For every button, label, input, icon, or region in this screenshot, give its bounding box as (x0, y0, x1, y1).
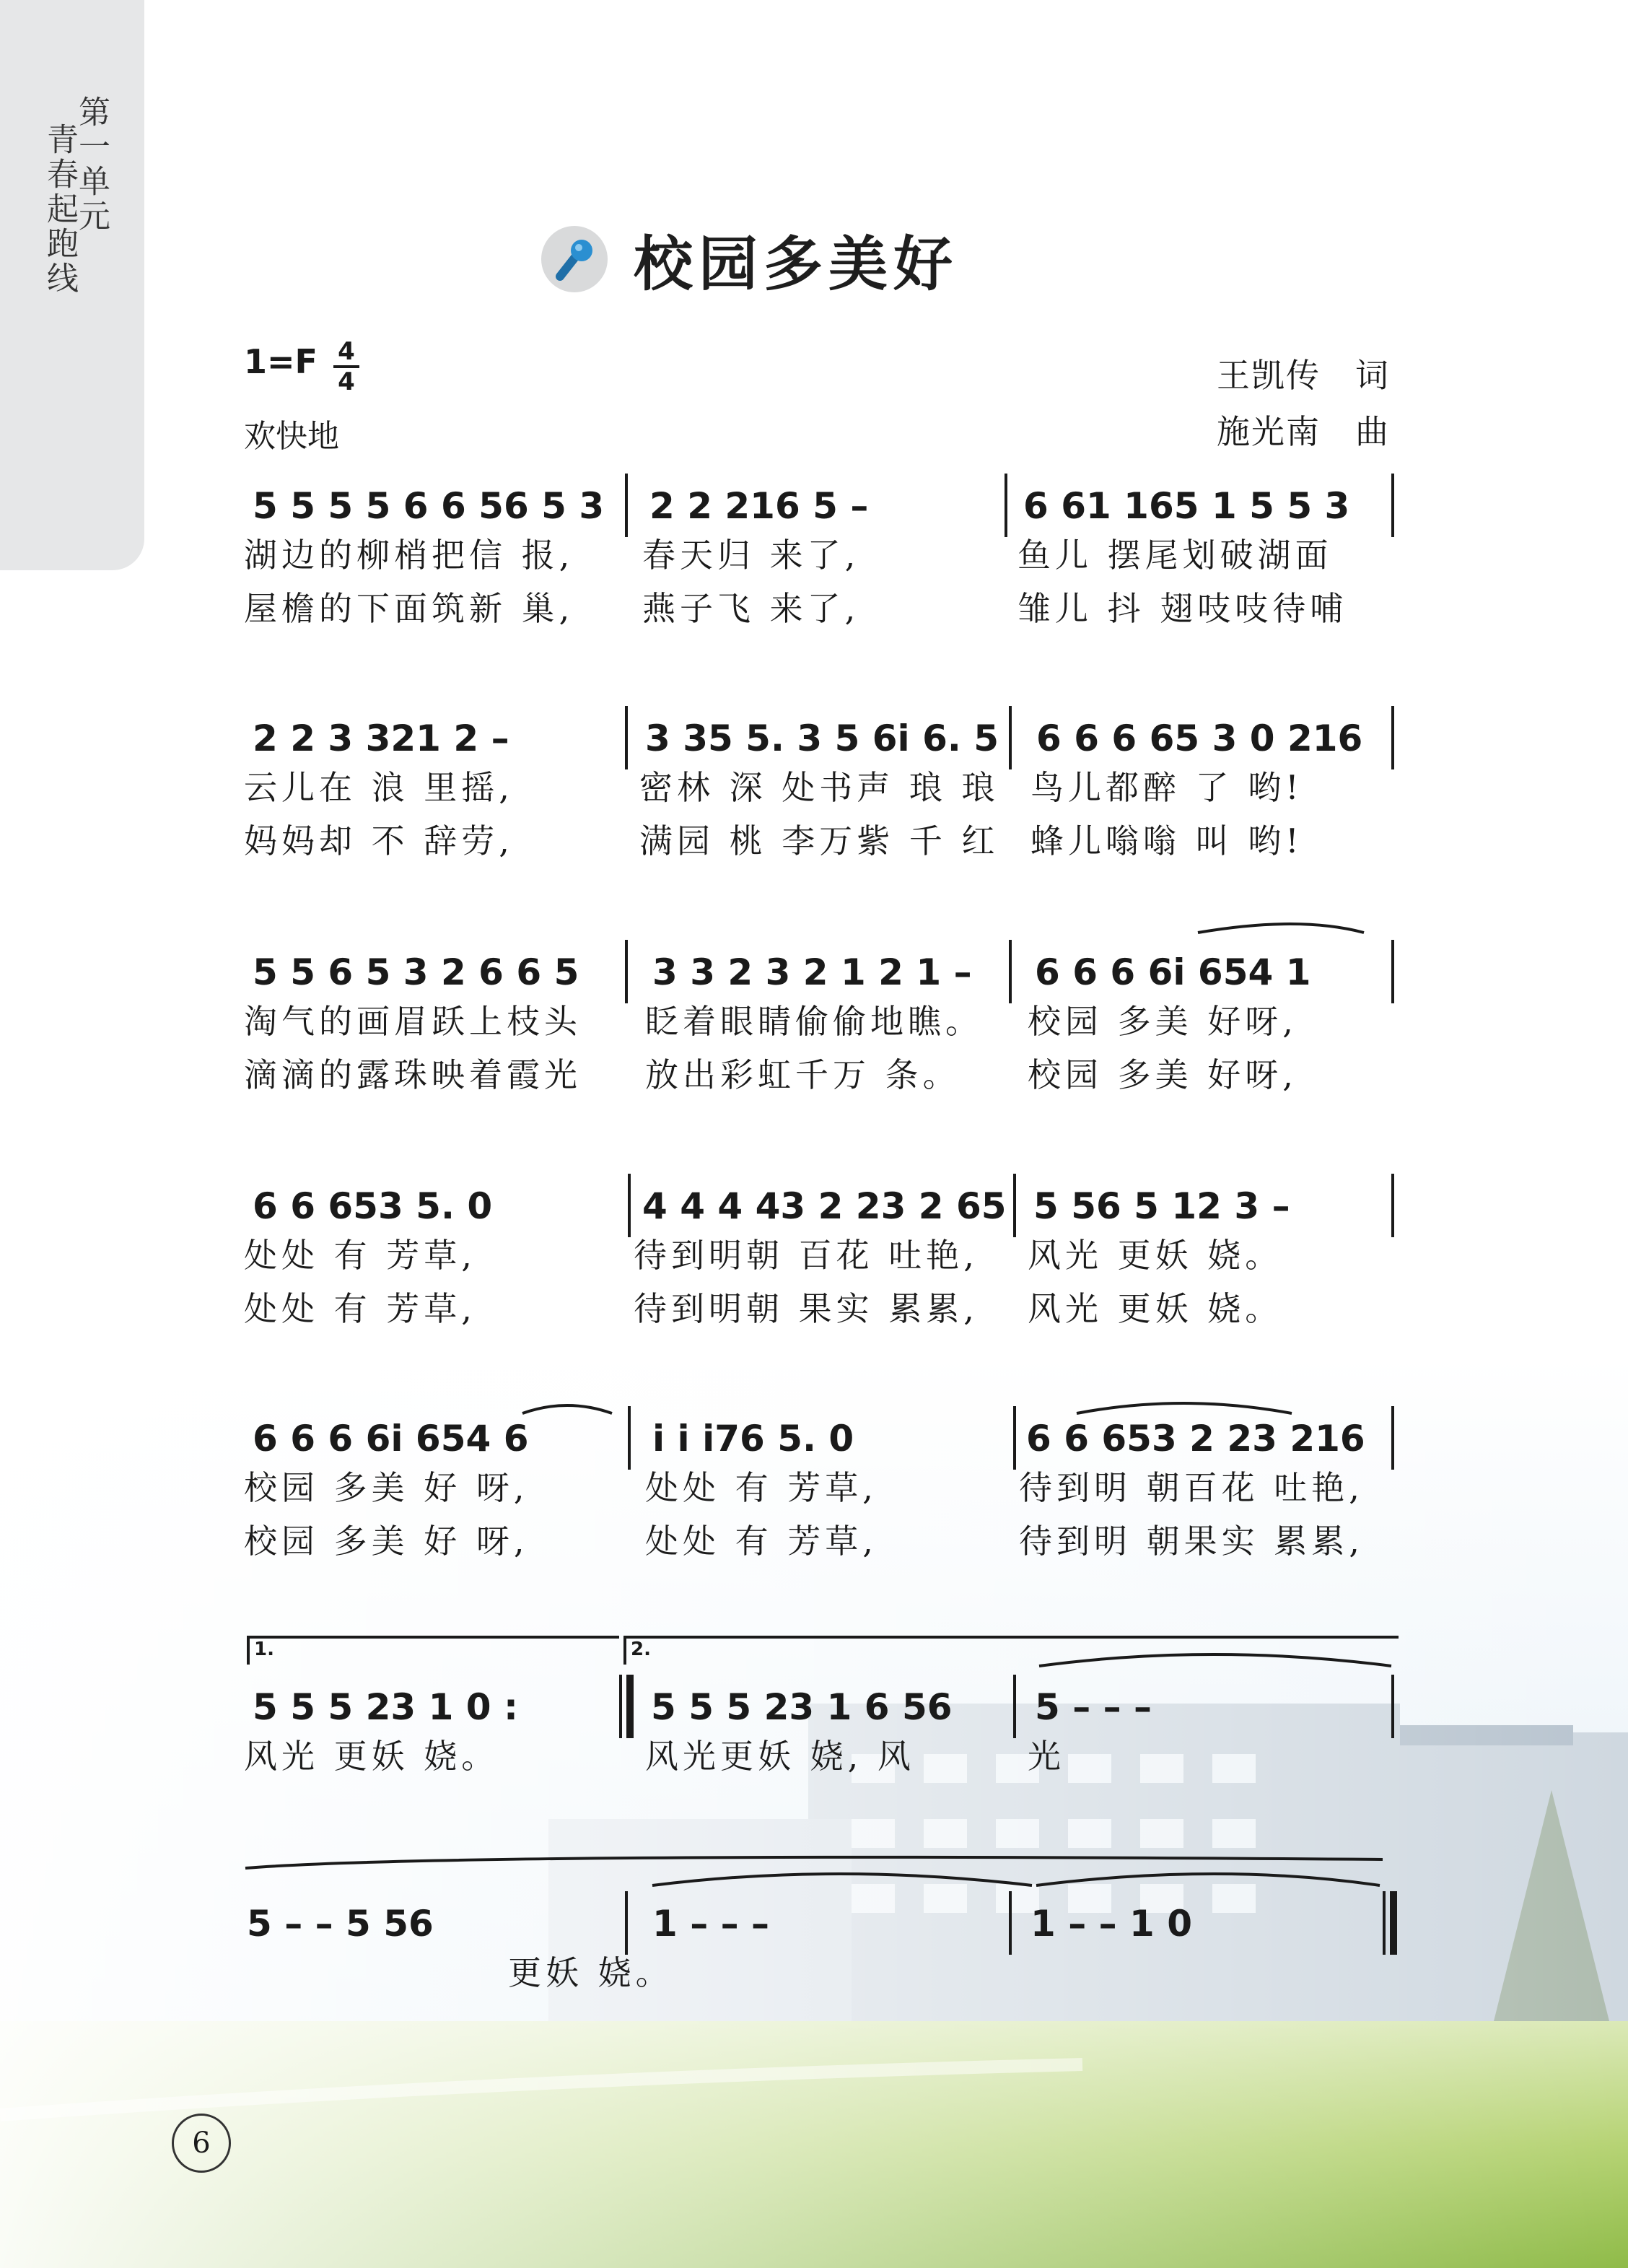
song-title: 校园多美好 (634, 230, 959, 299)
measure-20-notes: 1 – – – (652, 1903, 770, 1945)
lyric-text: 滴滴的露珠映着霞光 (244, 1055, 582, 1094)
lyric-text: 校园 多美 好呀, (1028, 1002, 1297, 1041)
lyric-text: 淘气的画眉跃上枝头 (244, 1002, 582, 1041)
lyric-text: 更妖 娆。 (508, 1953, 673, 1992)
unit-theme: 青春起跑线 (41, 123, 78, 296)
lyric-text: 满园 桃 李万紫 千 红 (639, 821, 999, 860)
measure-12-notes: 5 56 5 12 3 – (1033, 1185, 1290, 1227)
lyric-text: 风光 更妖 娆。 (244, 1737, 499, 1776)
lyric-text: 风光 更妖 娆。 (1028, 1236, 1283, 1275)
key-signature: 1=F (244, 342, 318, 381)
lyric-text: 云儿在 浪 里摇, (244, 768, 514, 807)
lyric-text: 光 (1028, 1737, 1065, 1776)
second-ending-label: 2. (631, 1639, 651, 1660)
measure-2-notes: 2 2 216 5 – (649, 485, 869, 527)
composer-credit: 施光南 曲 (1217, 412, 1390, 451)
measure-16-notes: 5 5 5 23 1 0 : (253, 1686, 518, 1728)
measure-4-notes: 2 2 3 321 2 – (253, 718, 509, 759)
time-signature-top: 4 (338, 337, 355, 366)
lyric-text: 湖边的柳梢把信 报, (244, 536, 574, 575)
lyric-text: 燕子飞 来了, (642, 589, 860, 628)
lyric-text: 校园 多美 好 呀, (244, 1522, 529, 1561)
lyric-text: 校园 多美 好 呀, (244, 1468, 529, 1507)
page-number: 6 (172, 2114, 231, 2173)
measure-6-notes: 6 6 6 65 3 0 216 (1036, 718, 1363, 759)
first-ending-label: 1. (254, 1639, 274, 1660)
lyric-text: 放出彩虹千万 条。 (645, 1055, 960, 1094)
lyric-text: 风光 更妖 娆。 (1028, 1289, 1283, 1328)
lyricist-credit: 王凯传 词 (1217, 356, 1390, 395)
lyric-text: 春天归 来了, (642, 536, 860, 575)
lyric-text: 校园 多美 好呀, (1028, 1055, 1297, 1094)
lyric-text: 屋檐的下面筑新 巢, (244, 589, 574, 628)
measure-8-notes: 3 3 2 3 2 1 2 1 – (652, 951, 972, 993)
measure-5-notes: 3 35 5. 3 5 6i 6. 5 (645, 718, 999, 759)
tempo-marking: 欢快地 (244, 418, 339, 455)
lyric-text: 密林 深 处书声 琅 琅 (639, 768, 999, 807)
measure-13-notes: 6 6 6 6i 654 6 (253, 1418, 529, 1460)
measure-21-notes: 1 – – 1 0 (1030, 1903, 1192, 1945)
lyric-text: 蜂儿嗡嗡 叫 哟! (1030, 821, 1303, 860)
measure-18-notes: 5 – – – (1035, 1686, 1152, 1728)
measure-11-notes: 4 4 4 43 2 23 2 65 (642, 1185, 1007, 1227)
measure-10-notes: 6 6 653 5. 0 (253, 1185, 493, 1227)
lyric-text: 雏儿 抖 翅吱吱待哺 (1017, 589, 1348, 628)
measure-14-notes: i i i76 5. 0 (652, 1418, 854, 1460)
lyric-text: 处处 有 芳草, (645, 1468, 878, 1507)
lyric-text: 风光更妖 娆, 风 (645, 1737, 915, 1776)
lyric-text: 眨着眼睛偷偷地瞧。 (645, 1002, 983, 1041)
measure-7-notes: 5 5 6 5 3 2 6 6 5 (253, 951, 579, 993)
measure-19-notes: 5 – – 5 56 (247, 1903, 434, 1945)
lyric-text: 鸟儿都醉 了 哟! (1030, 768, 1303, 807)
measure-1-notes: 5 5 5 5 6 6 56 5 3 (253, 485, 605, 527)
lyric-text: 待到明 朝百花 吐艳, (1019, 1468, 1364, 1507)
measure-17-notes: 5 5 5 23 1 6 56 (651, 1686, 953, 1728)
lyric-text: 妈妈却 不 辞劳, (244, 821, 514, 860)
lyric-text: 待到明朝 百花 吐艳, (634, 1236, 979, 1275)
lyric-text: 待到明朝 果实 累累, (634, 1289, 979, 1328)
lyric-text: 处处 有 芳草, (244, 1289, 476, 1328)
measure-3-notes: 6 61 165 1 5 5 3 (1023, 485, 1350, 527)
time-signature-bottom: 4 (338, 367, 355, 396)
lyric-text: 待到明 朝果实 累累, (1019, 1522, 1364, 1561)
unit-number: 第一单元 (73, 95, 110, 234)
measure-9-notes: 6 6 6 6i 654 1 (1035, 951, 1311, 993)
lyric-text: 处处 有 芳草, (645, 1522, 878, 1561)
lyric-text: 处处 有 芳草, (244, 1236, 476, 1275)
lyric-text: 鱼儿 摆尾划破湖面 (1017, 536, 1333, 575)
measure-15-notes: 6 6 653 2 23 216 (1026, 1418, 1365, 1460)
